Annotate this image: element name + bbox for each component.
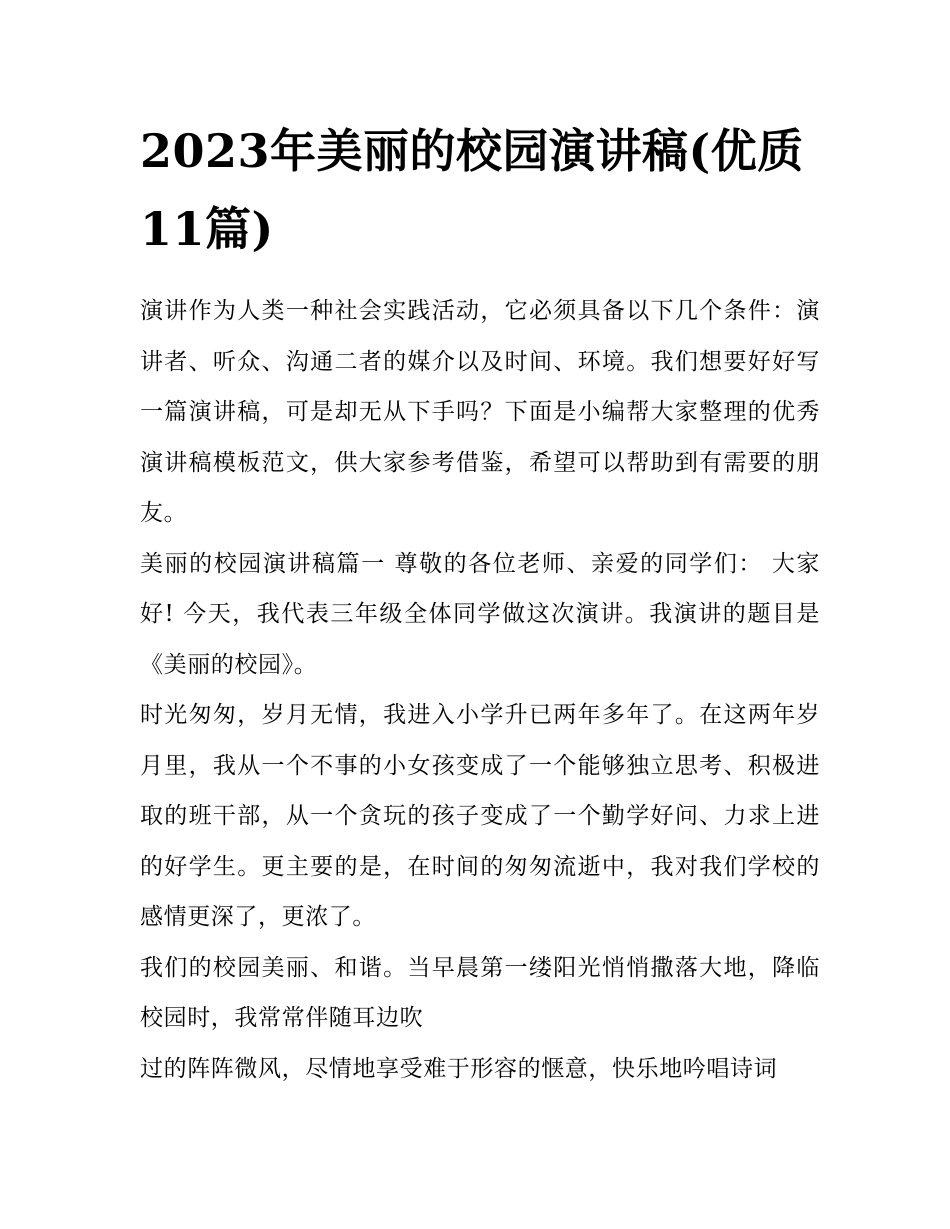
document-title: 2023年美丽的校园演讲稿(优质11篇) <box>140 124 804 256</box>
paragraph-intro: 演讲作为人类一种社会实践活动，它必须具备以下几个条件：演讲者、听众、沟通二者的媒介以及时间、环境。我们想要好好写一篇演讲稿，可是却无从下手吗？下面是小编帮大家整理的优秀演讲稿模板范文，供大家参考借鉴，希望可以帮助到有需要的朋友。 <box>140 298 820 526</box>
paragraph-campus-morning: 我们的校园美丽、和谐。当早晨第一缕阳光悄悄撒落大地，降临校园时，我常常伴随耳边吹 <box>140 954 820 1031</box>
paragraph-time-passing: 时光匆匆，岁月无情，我进入小学升已两年多年了。在这两年岁月里，我从一个不事的小女孩变成了一个能够独立思考、积极进取的班干部，从一个贪玩的孩子变成了一个勤学好问、力求上进的好学生。更主要的是，在时间的匆匆流逝中，我对我们学校的感情更深了，更浓了。 <box>140 702 820 930</box>
paragraph-speech-opening: 美丽的校园演讲稿篇一 尊敬的各位老师、亲爱的同学们： 大家好! 今天，我代表三年级全体同学做这次演讲。我演讲的题目是《美丽的校园》。 <box>140 550 820 678</box>
document-body <box>140 112 820 1094</box>
paragraph-breeze: 过的阵阵微风，尽情地享受难于形容的惬意，快乐地吟唱诗词 <box>140 1055 778 1082</box>
